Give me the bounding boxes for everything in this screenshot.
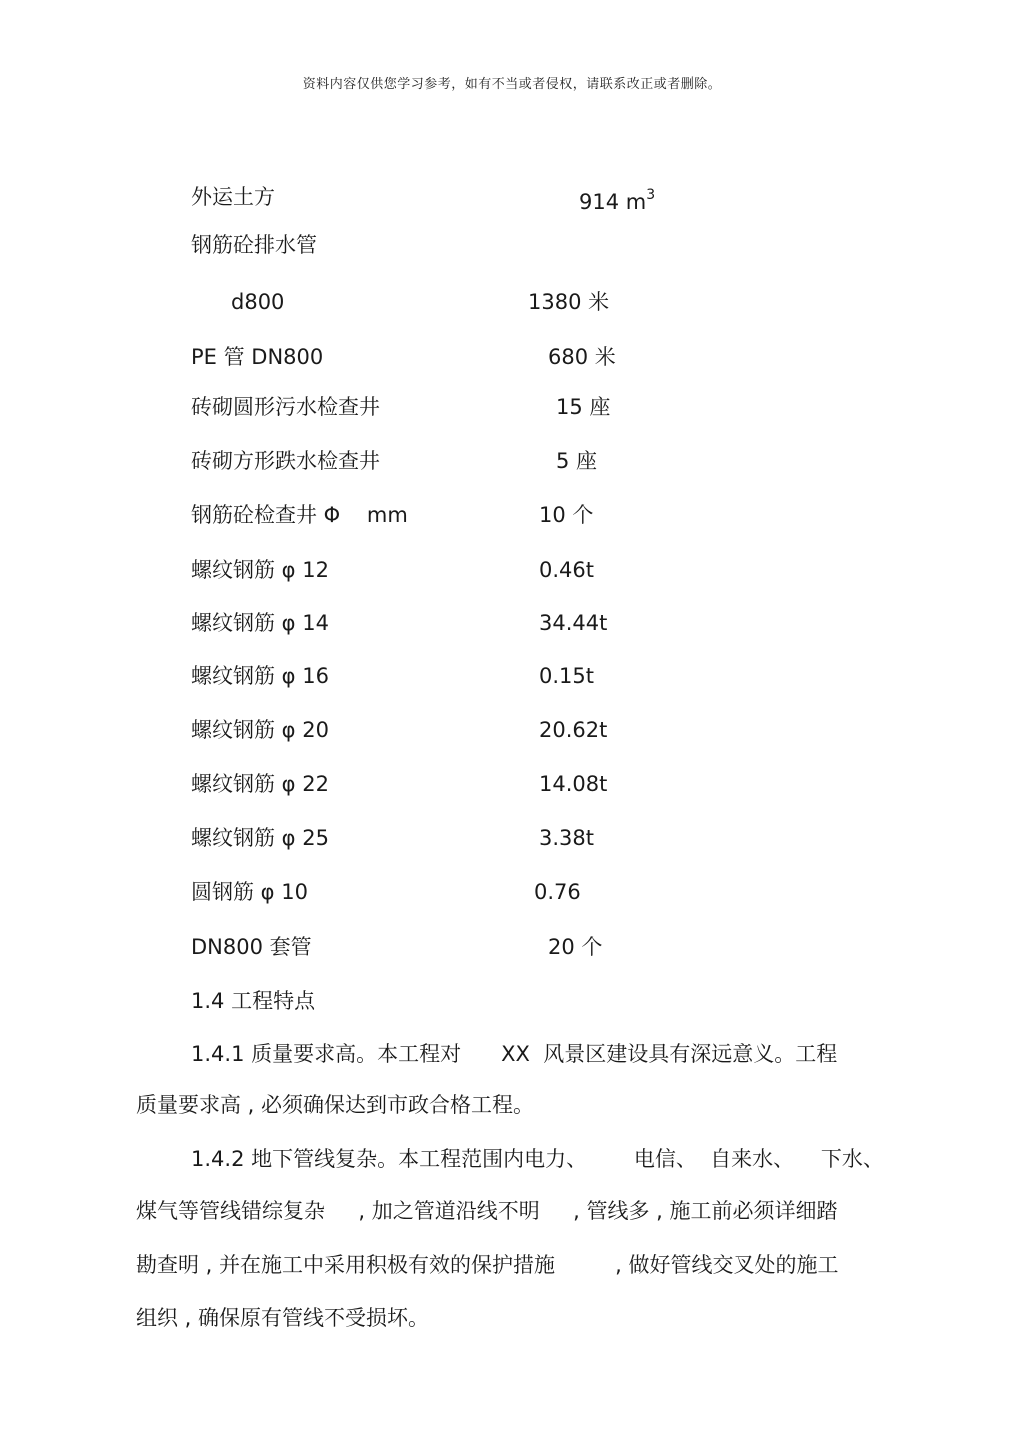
item-value: 914 $m^3$ bbox=[579, 187, 656, 214]
item-label: 螺纹钢筋 φ 16 bbox=[191, 664, 329, 688]
item-value: 0.76 bbox=[534, 880, 581, 904]
list-item bbox=[0, 182, 1024, 212]
list-item bbox=[0, 661, 1024, 691]
paragraph-line: 1.4.1 质量要求高。本工程对 XX 风景区建设具有深远意义。工程 bbox=[191, 1042, 838, 1066]
item-label: 螺纹钢筋 φ 22 bbox=[191, 772, 329, 796]
item-label: 螺纹钢筋 φ 25 bbox=[191, 826, 329, 850]
superscript: 3 bbox=[646, 187, 656, 203]
item-label: PE 管 DN800 bbox=[191, 345, 324, 369]
item-label: 砖砌方形跌水检查井 bbox=[191, 449, 380, 473]
item-label: 砖砌圆形污水检查井 bbox=[191, 395, 380, 419]
item-label: 螺纹钢筋 φ 14 bbox=[191, 611, 329, 635]
item-value: 5 座 bbox=[556, 449, 598, 473]
item-label: 钢筋砼检查井 Φ mm bbox=[191, 503, 408, 527]
item-value: 0.15t bbox=[539, 664, 594, 688]
item-value: 1380 米 bbox=[528, 290, 610, 314]
paragraph-line: 勘查明 , 并在施工中采用积极有效的保护措施 , 做好管线交叉处的施工 bbox=[136, 1253, 839, 1277]
list-item bbox=[0, 715, 1024, 745]
list-item bbox=[0, 877, 1024, 907]
list-item bbox=[0, 823, 1024, 853]
item-label: 螺纹钢筋 φ 12 bbox=[191, 558, 329, 582]
item-value: 10 个 bbox=[539, 503, 594, 527]
item-value: 14.08t bbox=[539, 772, 608, 796]
list-item bbox=[0, 608, 1024, 638]
list-item bbox=[0, 446, 1024, 476]
item-label: 圆钢筋 φ 10 bbox=[191, 880, 308, 904]
list-item bbox=[0, 230, 1024, 260]
list-item bbox=[0, 342, 1024, 372]
section-title: 1.4 工程特点 bbox=[191, 989, 316, 1013]
list-item bbox=[0, 392, 1024, 422]
item-label: d800 bbox=[231, 290, 285, 314]
list-item bbox=[0, 932, 1024, 962]
item-label: DN800 套管 bbox=[191, 935, 312, 959]
item-value: 0.46t bbox=[539, 558, 594, 582]
item-value: 680 米 bbox=[548, 345, 616, 369]
item-value: 3.38t bbox=[539, 826, 594, 850]
item-label: 外运土方 bbox=[191, 185, 275, 209]
item-value: 15 座 bbox=[556, 395, 611, 419]
paragraph-line: 质量要求高 , 必须确保达到市政合格工程。 bbox=[136, 1093, 535, 1117]
paragraph-line: 1.4.2 地下管线复杂。本工程范围内电力、 电信、 自来水、 下水、 bbox=[191, 1147, 884, 1171]
item-label: 钢筋砼排水管 bbox=[191, 233, 317, 257]
item-value: 34.44t bbox=[539, 611, 608, 635]
list-item bbox=[0, 769, 1024, 799]
item-value: 20.62t bbox=[539, 718, 608, 742]
paragraph-line: 煤气等管线错综复杂 , 加之管道沿线不明 , 管线多 , 施工前必须详细踏 bbox=[136, 1199, 838, 1223]
item-label: 螺纹钢筋 φ 20 bbox=[191, 718, 329, 742]
item-value: 20 个 bbox=[548, 935, 603, 959]
list-item bbox=[0, 555, 1024, 585]
header-disclaimer: 资料内容仅供您学习参考，如有不当或者侵权，请联系改正或者删除。 bbox=[302, 77, 722, 92]
paragraph-line: 组织 , 确保原有管线不受损坏。 bbox=[136, 1306, 430, 1330]
list-item bbox=[0, 500, 1024, 530]
list-item bbox=[0, 287, 1024, 317]
